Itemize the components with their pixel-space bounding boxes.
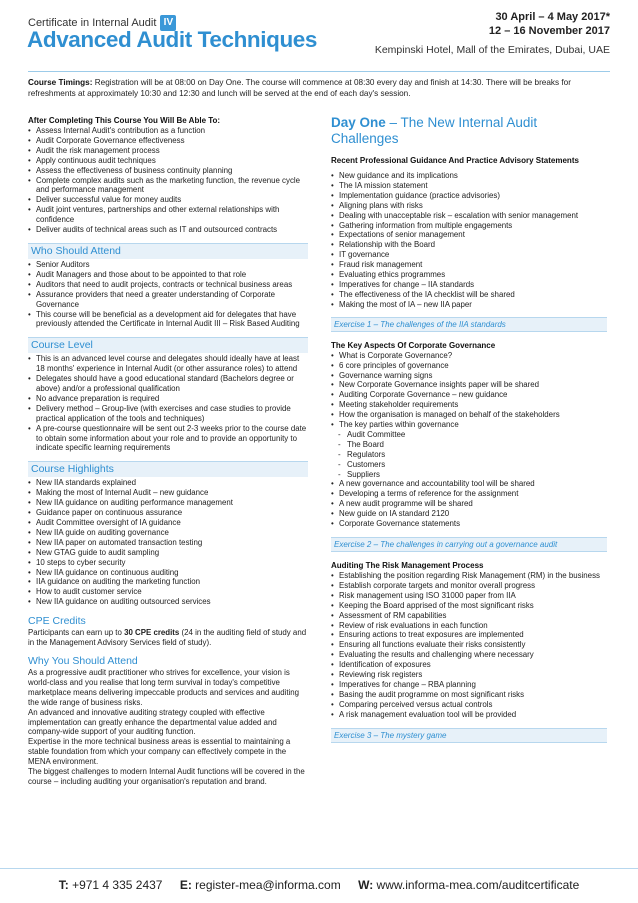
list-item: • Guidance paper on continuous assurance xyxy=(28,508,308,518)
list-item: • The effectiveness of the IA checklist will be shared xyxy=(331,290,607,300)
governance-list-2 xyxy=(331,479,607,529)
list-item: • New GTAG guide to audit sampling xyxy=(28,548,308,558)
list-item: • Comparing perceived versus actual controls xyxy=(331,700,607,710)
list-item: • A risk management evaluation tool will be provided xyxy=(331,710,607,720)
page-title: Advanced Audit Techniques xyxy=(27,27,318,52)
list-item: • Governance warning signs xyxy=(331,371,607,381)
exercise-1: Exercise 1 – The challenges of the IIA standards xyxy=(331,317,607,332)
date-2: 12 – 16 November 2017 xyxy=(488,25,610,37)
guidance-heading: Recent Professional Guidance And Practice Advisory Statements xyxy=(331,156,579,165)
list-item: • This is an advanced level course and delegates should ideally have at least 18 months' experience in Internal Audit (or other assurance roles) to attend xyxy=(28,354,308,374)
list-item: • New guidance and its implications xyxy=(331,171,607,181)
day-one-heading xyxy=(331,115,607,147)
course-timings xyxy=(28,78,612,99)
list-item: • Delegates should have a good educational standard (Bachelors degree or above) and/or a professional qualification xyxy=(28,374,308,394)
list-item: • Audit Corporate Governance effectiveness xyxy=(28,136,308,146)
list-item: • Auditing Corporate Governance – new guidance xyxy=(331,390,607,400)
list-item: • Making the most of IA – new IIA paper xyxy=(331,300,607,310)
list-item: - Customers xyxy=(331,460,607,470)
list-item: • The key parties within governance xyxy=(331,420,607,430)
list-item: • Evaluating the results and challenging where necessary xyxy=(331,650,607,660)
governance-list xyxy=(331,351,607,430)
list-item: - Suppliers xyxy=(331,470,607,480)
date-1: 30 April – 4 May 2017* xyxy=(495,11,610,23)
list-item: • Evaluating ethics programmes xyxy=(331,270,607,280)
who-list xyxy=(28,260,308,329)
list-item: • What is Corporate Governance? xyxy=(331,351,607,361)
list-item: • Developing a terms of reference for the assignment xyxy=(331,489,607,499)
list-item: • A new audit programme will be shared xyxy=(331,499,607,509)
list-item: • Ensuring all functions evaluate their risks consistently xyxy=(331,640,607,650)
governance-heading: The Key Aspects Of Corporate Governance xyxy=(331,340,496,350)
list-item: • The IA mission statement xyxy=(331,181,607,191)
list-item: • New guide on IA standard 2120 xyxy=(331,509,607,519)
list-item: • Assurance providers that need a greater understanding of Corporate Governance xyxy=(28,290,308,310)
level-badge: IV xyxy=(160,15,176,31)
list-item: • Aligning plans with risks xyxy=(331,201,607,211)
list-item: • This course will be beneficial as a development aid for delegates that have previously attended the Certificate in Internal Audit III – Risk Based Auditing xyxy=(28,310,308,330)
highlights-list xyxy=(28,478,308,607)
cpe-pre: Participants can earn up to xyxy=(28,628,125,638)
list-item: • A new governance and accountability tool will be shared xyxy=(331,479,607,489)
right-column xyxy=(331,156,607,743)
list-item: • Implementation guidance (practice advisories) xyxy=(331,191,607,201)
list-item: • No advance preparation is required xyxy=(28,394,308,404)
list-item: • 6 core principles of governance xyxy=(331,361,607,371)
why-paragraph: An advanced and innovative auditing strategy coupled with effective implementation can greatly enhance the departmental value added and company-wide support of your auditing function. xyxy=(28,707,277,737)
list-item: • Corporate Governance statements xyxy=(331,519,607,529)
list-item: • Assess the effectiveness of business continuity planning xyxy=(28,166,308,176)
risk-list xyxy=(331,571,607,720)
why-heading: Why You Should Attend xyxy=(28,654,138,667)
list-item: • Fraud risk management xyxy=(331,260,607,270)
email-label: E: xyxy=(179,878,192,892)
level-list xyxy=(28,354,308,453)
tel-label: T: xyxy=(58,878,69,892)
list-item: • New IIA guidance on continuous auditing xyxy=(28,568,308,578)
list-item: • Imperatives for change – IIA standards xyxy=(331,280,607,290)
list-item: • Delivery method – Group-live (with exercises and case studies to provide practical application of the tools and techniques) xyxy=(28,404,308,424)
governance-parties xyxy=(331,430,607,480)
list-item: • Senior Auditors xyxy=(28,260,308,270)
list-item: • New IIA guidance on auditing performance management xyxy=(28,498,308,508)
contact-footer xyxy=(0,878,638,892)
timings-text: Registration will be at 08:00 on Day One. The course will commence at 08:30 every day and finish at 14:30. There will be breaks for refreshments at approximately 10:30 and 12:30 and lunch will be served at the end of each day's session. xyxy=(28,78,571,98)
why-paragraph: Expertise in the more technical business areas is essential to maintaining a stable foundation from which your company can effectively compete in the MENA environment. xyxy=(28,737,291,767)
website-link[interactable]: www.informa-mea.com/auditcertificate xyxy=(376,878,580,892)
exercise-3: Exercise 3 – The mystery game xyxy=(331,728,607,743)
list-item: • How the organisation is managed on behalf of the stakeholders xyxy=(331,410,607,420)
list-item: • Audit Managers and those about to be appointed to that role xyxy=(28,270,308,280)
guidance-list xyxy=(331,171,607,310)
course-dates xyxy=(489,10,610,38)
list-item: • New IIA guidance on auditing outsourced services xyxy=(28,597,308,607)
list-item: • Assess Internal Audit's contribution as a function xyxy=(28,126,308,136)
able-to-heading: After Completing This Course You Will Be Able To: xyxy=(28,116,221,125)
certificate-text: Certificate in Internal Audit xyxy=(28,17,157,29)
why-paragraph: The biggest challenges to modern Internal Audit functions will be covered in the course – including auditing your organisation's reputation and brand. xyxy=(28,767,305,786)
list-item: • Identification of exposures xyxy=(331,660,607,670)
list-item: • Imperatives for change – RBA planning xyxy=(331,680,607,690)
left-column xyxy=(28,116,308,787)
level-heading: Course Level xyxy=(28,337,308,353)
list-item: • New IIA standards explained xyxy=(28,478,308,488)
list-item: • Audit the risk management process xyxy=(28,146,308,156)
list-item: • Apply continuous audit techniques xyxy=(28,156,308,166)
day-one-label: Day One xyxy=(331,115,386,130)
list-item: • Keeping the Board apprised of the most significant risks xyxy=(331,601,607,611)
list-item: • Ensuring actions to treat exposures are implemented xyxy=(331,630,607,640)
list-item: • Deliver audits of technical areas such as IT and outsourced contracts xyxy=(28,225,308,235)
risk-heading: Auditing The Risk Management Process xyxy=(331,561,484,570)
cpe-text xyxy=(28,628,308,648)
list-item: • Auditors that need to audit projects, contracts or technical business areas xyxy=(28,280,308,290)
list-item: • New Corporate Governance insights paper will be shared xyxy=(331,380,607,390)
list-item: • Expectations of senior management xyxy=(331,230,607,240)
exercise-2: Exercise 2 – The challenges in carrying out a governance audit xyxy=(331,537,607,552)
list-item: • Establishing the position regarding Risk Management (RM) in the business xyxy=(331,571,607,581)
list-item: • Basing the audit programme on most significant risks xyxy=(331,690,607,700)
footer-divider xyxy=(0,868,638,869)
list-item: • Making the most of Internal Audit – new guidance xyxy=(28,488,308,498)
phone-number[interactable]: +971 4 335 2437 xyxy=(72,878,163,892)
cpe-heading: CPE Credits xyxy=(28,615,86,628)
list-item: • New IIA paper on automated transaction testing xyxy=(28,538,308,548)
list-item: • Deliver successful value for money audits xyxy=(28,195,308,205)
list-item: • IT governance xyxy=(331,250,607,260)
list-item: • Complete complex audits such as the marketing function, the revenue cycle and performance management xyxy=(28,176,308,196)
web-label: W: xyxy=(358,878,374,892)
header-divider xyxy=(28,71,610,72)
able-to-list xyxy=(28,126,308,235)
list-item: • Audit joint ventures, partnerships and other external relationships with confidence xyxy=(28,205,308,225)
list-item: • Reviewing risk registers xyxy=(331,670,607,680)
cpe-bold: 30 CPE credits xyxy=(124,628,180,638)
timings-label: Course Timings: xyxy=(28,78,93,87)
email-link[interactable]: register-mea@informa.com xyxy=(195,878,341,892)
list-item: • Dealing with unacceptable risk – escalation with senior management xyxy=(331,211,607,221)
list-item: • Relationship with the Board xyxy=(331,240,607,250)
list-item: • Audit Committee oversight of IA guidance xyxy=(28,518,308,528)
list-item: • Gathering information from multiple engagements xyxy=(331,221,607,231)
list-item: • How to audit customer service xyxy=(28,587,308,597)
list-item: • Assessment of RM capabilities xyxy=(331,611,607,621)
list-item: • Meeting stakeholder requirements xyxy=(331,400,607,410)
highlights-heading: Course Highlights xyxy=(28,461,308,477)
list-item: - Regulators xyxy=(331,450,607,460)
venue: Kempinski Hotel, Mall of the Emirates, Dubai, UAE xyxy=(374,44,610,56)
list-item: • Review of risk evaluations in each function xyxy=(331,621,607,631)
list-item: • Risk management using ISO 31000 paper from IIA xyxy=(331,591,607,601)
list-item: • IIA guidance on auditing the marketing function xyxy=(28,577,308,587)
day-one-title: – The New Internal Audit Challenges xyxy=(331,115,538,146)
who-heading: Who Should Attend xyxy=(28,243,308,259)
list-item: • A pre-course questionnaire will be sent out 2-3 weeks prior to the course date to obtain some information about your role and to provide an opportunity to indicate specific learning requirements xyxy=(28,424,308,454)
list-item: - Audit Committee xyxy=(331,430,607,440)
list-item: • Establish corporate targets and monitor overall progress xyxy=(331,581,607,591)
list-item: • 10 steps to cyber security xyxy=(28,558,308,568)
list-item: • New IIA guide on auditing governance xyxy=(28,528,308,538)
why-paragraph: As a progressive audit practitioner who strives for excellence, your vision is world-class and you realise that long term survival in today's competitive marketplace means delivering impeccable products and services and auditing the wide range of business risks. xyxy=(28,667,300,707)
list-item: - The Board xyxy=(331,440,607,450)
cpe-post: (24 in the auditing field of study and in the Management Advisory Services field of study). xyxy=(28,628,307,648)
